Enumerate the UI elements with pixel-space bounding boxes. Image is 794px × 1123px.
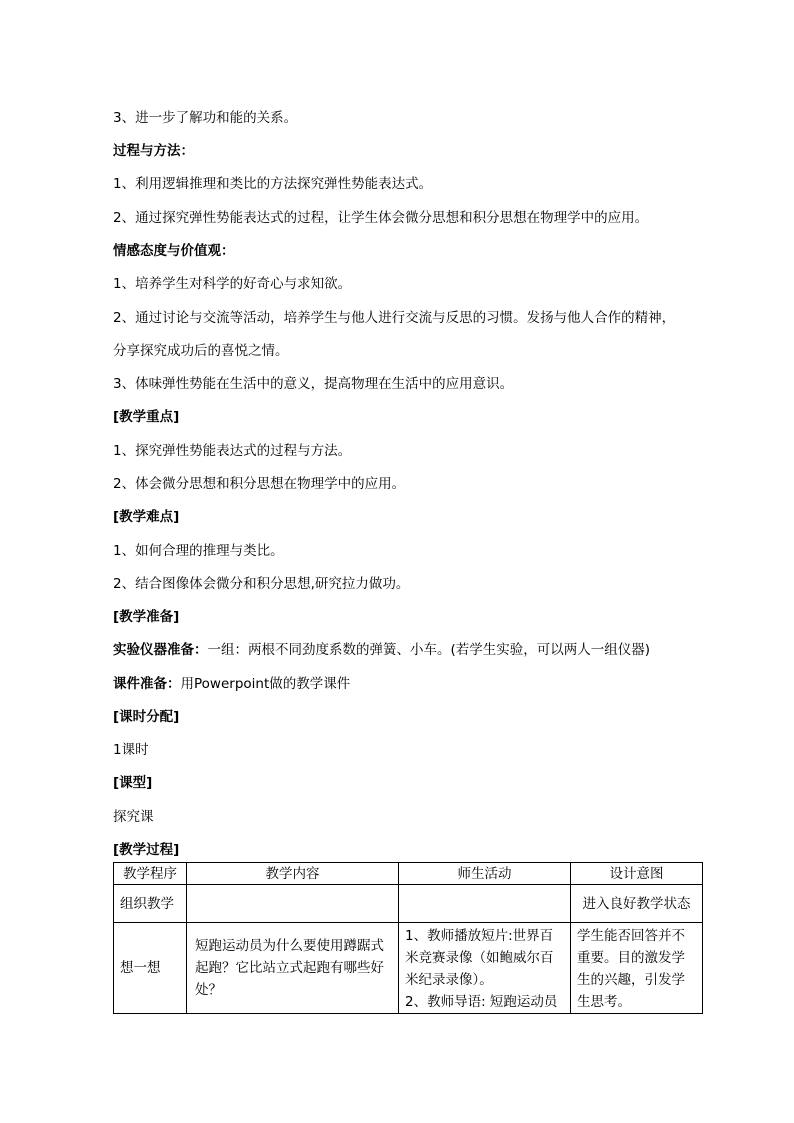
column-header: 教学内容 bbox=[187, 863, 399, 885]
process-heading: [教学过程] bbox=[113, 842, 180, 858]
table-cell-content: 短跑运动员为什么要使用蹲踞式起跑？它比站立式起跑有哪些好处？ bbox=[187, 923, 399, 1014]
attitude-heading: 情感态度与价值观： bbox=[113, 243, 235, 259]
table-cell-step: 想一想 bbox=[114, 923, 187, 1014]
table-cell-activity bbox=[399, 885, 571, 923]
equipment-line bbox=[113, 640, 650, 660]
difficulty-2: 2、结合图像体会微分和积分思想,研究拉力做功。 bbox=[113, 576, 410, 592]
difficulty-1: 1、如何合理的推理与类比。 bbox=[113, 543, 284, 559]
process-item-2: 2、通过探究弹性势能表达式的过程，让学生体会微分思想和积分思想在物理学中的应用。 bbox=[113, 210, 649, 226]
attitude-item-1: 1、培养学生对科学的好奇心与求知欲。 bbox=[113, 276, 352, 292]
courseware-text: 用Powerpoint做的教学课件 bbox=[180, 676, 351, 692]
process-method-heading: 过程与方法： bbox=[113, 143, 194, 159]
difficulties-heading: [教学难点] bbox=[113, 509, 180, 525]
courseware-line bbox=[113, 674, 350, 694]
column-header: 设计意图 bbox=[571, 863, 703, 885]
preparation-heading: [教学准备] bbox=[113, 609, 180, 625]
process-item-1: 1、利用逻辑推理和类比的方法探究弹性势能表达式。 bbox=[113, 176, 433, 192]
table-header-row bbox=[114, 863, 703, 885]
table-row bbox=[114, 885, 703, 923]
table-cell-content bbox=[187, 885, 399, 923]
key-point-1: 1、探究弹性势能表达式的过程与方法。 bbox=[113, 443, 352, 459]
table-row bbox=[114, 923, 703, 1014]
key-point-2: 2、体会微分思想和积分思想在物理学中的应用。 bbox=[113, 476, 406, 492]
type-text: 探究课 bbox=[113, 809, 154, 825]
attitude-item-2-cont: 分享探究成功后的喜悦之情。 bbox=[113, 343, 289, 359]
activity-line-2: 2、教师导语: 短跑运动员 bbox=[405, 994, 558, 1010]
table-cell-intent: 进入良好教学状态 bbox=[571, 885, 703, 923]
table-cell-activity bbox=[399, 923, 571, 1014]
equipment-label: 实验仪器准备： bbox=[113, 642, 208, 658]
type-heading: [课型] bbox=[113, 775, 153, 791]
objective-item-3: 3、进一步了解功和能的关系。 bbox=[113, 110, 298, 126]
column-header: 教学程序 bbox=[114, 863, 187, 885]
column-header: 师生活动 bbox=[399, 863, 571, 885]
attitude-item-3: 3、体味弹性势能在生活中的意义，提高物理在生活中的应用意识。 bbox=[113, 376, 514, 392]
equipment-text: 一组：两根不同劲度系数的弹簧、小车。(若学生实验，可以两人一组仪器) bbox=[207, 642, 651, 658]
hours-text: 1课时 bbox=[113, 742, 149, 758]
table-cell-step: 组织教学 bbox=[114, 885, 187, 923]
activity-line-1: 1、教师播放短片:世界百米竞赛录像（如鲍威尔百米纪录录像）。 bbox=[405, 928, 554, 988]
hours-heading: [课时分配] bbox=[113, 709, 180, 725]
attitude-item-2: 2、通过讨论与交流等活动，培养学生与他人进行交流与反思的习惯。发扬与他人合作的精神， bbox=[113, 310, 676, 326]
courseware-label: 课件准备： bbox=[113, 676, 181, 692]
teaching-process-table bbox=[113, 862, 703, 1014]
table-cell-intent: 学生能否回答并不重要。目的激发学生的兴趣，引发学生思考。 bbox=[571, 923, 703, 1014]
key-points-heading: [教学重点] bbox=[113, 409, 180, 425]
